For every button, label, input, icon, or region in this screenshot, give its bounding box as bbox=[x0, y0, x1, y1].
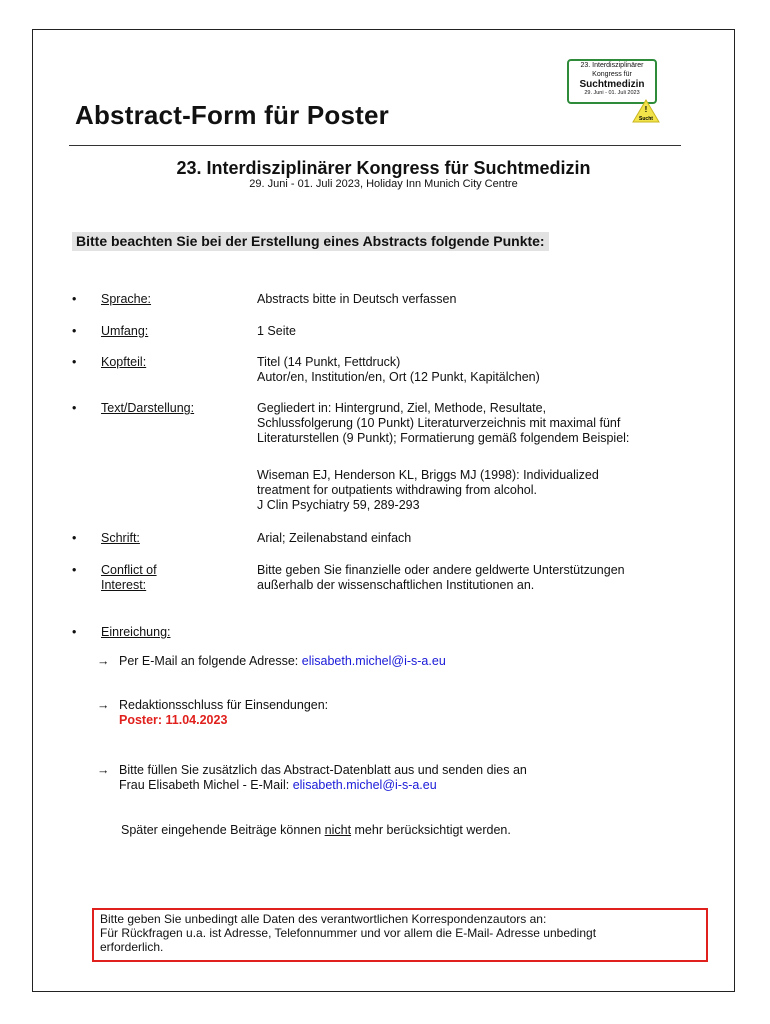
bullet: • bbox=[72, 531, 77, 545]
item-value-line: Arial; Zeilenabstand einfach bbox=[257, 531, 412, 545]
item-value bbox=[257, 401, 707, 446]
logo-line-3: Suchtmedizin bbox=[579, 79, 645, 90]
late-notice bbox=[121, 823, 511, 837]
datasheet-email-link[interactable]: elisabeth.michel@i-s-a.eu bbox=[292, 778, 437, 792]
bullet: • bbox=[72, 563, 77, 577]
congress-title: 23. Interdisziplinärer Kongress für Suchtmedizin bbox=[176, 158, 591, 178]
email-link[interactable]: elisabeth.michel@i-s-a.eu bbox=[301, 654, 446, 668]
bullet: • bbox=[72, 401, 77, 415]
document-page bbox=[32, 29, 735, 992]
item-label: Schrift: bbox=[101, 531, 140, 545]
item-label: Kopfteil: bbox=[101, 355, 147, 369]
item-label-line: Conflict of bbox=[101, 563, 157, 577]
datasheet-contact: Frau Elisabeth Michel - E-Mail: bbox=[119, 778, 290, 792]
item-value-line: Gegliedert in: Hintergrund, Ziel, Methode, Resultate, bbox=[257, 401, 547, 415]
item-value-line: außerhalb der wissenschaftlichen Institutionen an. bbox=[257, 578, 535, 592]
item-value bbox=[257, 324, 707, 339]
item-value bbox=[257, 292, 707, 307]
item-value bbox=[257, 531, 707, 546]
warning-line: Bitte geben Sie unbedingt alle Daten des verantwortlichen Korrespondenzautors an: bbox=[100, 912, 547, 926]
item-value bbox=[257, 563, 707, 593]
item-label: Text/Darstellung: bbox=[101, 401, 195, 415]
item-value-line: Titel (14 Punkt, Fettdruck) bbox=[257, 355, 401, 369]
arrow-right-icon: → bbox=[97, 763, 110, 777]
bullet: • bbox=[72, 625, 77, 639]
page-title: Abstract-Form für Poster bbox=[75, 100, 389, 130]
submission-datasheet bbox=[97, 763, 717, 793]
late-notice-before: Später eingehende Beiträge können bbox=[121, 823, 325, 837]
late-notice-emphasis: nicht bbox=[324, 823, 352, 837]
submission-deadline bbox=[97, 698, 717, 728]
correspondence-warning-box bbox=[92, 908, 708, 962]
reference-line: treatment for outpatients withdrawing from alcohol. bbox=[257, 483, 537, 497]
warning-line: Für Rückfragen u.a. ist Adresse, Telefonnummer und vor allem die E-Mail- Adresse unbedingt bbox=[100, 926, 597, 940]
congress-subtitle: 29. Juni - 01. Juli 2023, Holiday Inn Munich City Centre bbox=[249, 178, 518, 190]
reference-example bbox=[257, 468, 707, 513]
item-value-line: Literaturstellen (9 Punkt); Formatierung gemäß folgendem Beispiel: bbox=[257, 431, 630, 445]
logo-line-1: 23. Interdisziplinärer bbox=[580, 62, 644, 69]
item-value-line: Bitte geben Sie finanzielle oder andere geldwerte Unterstützungen bbox=[257, 563, 625, 577]
item-label: Umfang: bbox=[101, 324, 149, 338]
bullet: • bbox=[72, 355, 77, 369]
item-value-line: Schlussfolgerung (10 Punkt) Literaturverzeichnis mit maximal fünf bbox=[257, 416, 621, 430]
item-value-line: Autor/en, Institution/en, Ort (12 Punkt, Kapitälchen) bbox=[257, 370, 540, 384]
item-value-line: 1 Seite bbox=[257, 324, 296, 338]
deadline-text: Redaktionsschluss für Einsendungen: bbox=[119, 698, 329, 712]
svg-text:!: ! bbox=[644, 105, 648, 114]
item-label: Einreichung: bbox=[101, 625, 171, 639]
item-value-line: Abstracts bitte in Deutsch verfassen bbox=[257, 292, 457, 306]
requirements-list bbox=[33, 30, 734, 991]
deadline-date: Poster: 11.04.2023 bbox=[119, 713, 228, 727]
logo-line-4: 29. Juni - 01. Juli 2023 bbox=[584, 90, 640, 96]
late-notice-after: mehr berücksichtigt werden. bbox=[351, 823, 511, 837]
logo-line-2: Kongress für bbox=[592, 71, 632, 78]
reference-line: Wiseman EJ, Henderson KL, Briggs MJ (1998): Individualized bbox=[257, 468, 599, 482]
warning-line: erforderlich. bbox=[100, 940, 164, 954]
bullet: • bbox=[72, 292, 77, 306]
reference-line: J Clin Psychiatry 59, 289-293 bbox=[257, 498, 420, 512]
item-label: Sprache: bbox=[101, 292, 152, 306]
bullet: • bbox=[72, 324, 77, 338]
submission-email-text: Per E-Mail an folgende Adresse: bbox=[119, 654, 299, 668]
arrow-right-icon: → bbox=[97, 654, 110, 668]
datasheet-contact-line bbox=[97, 778, 717, 793]
logo-badge-text: Sucht bbox=[639, 116, 653, 122]
submission-email bbox=[97, 654, 717, 669]
datasheet-text: Bitte füllen Sie zusätzlich das Abstract-Datenblatt aus und senden dies an bbox=[119, 763, 527, 777]
item-label-line: Interest: bbox=[101, 578, 147, 592]
instructions-heading: Bitte beachten Sie bei der Erstellung eines Abstracts folgende Punkte: bbox=[72, 232, 549, 251]
arrow-right-icon: → bbox=[97, 698, 110, 712]
item-label bbox=[101, 563, 246, 593]
item-value bbox=[257, 355, 707, 385]
